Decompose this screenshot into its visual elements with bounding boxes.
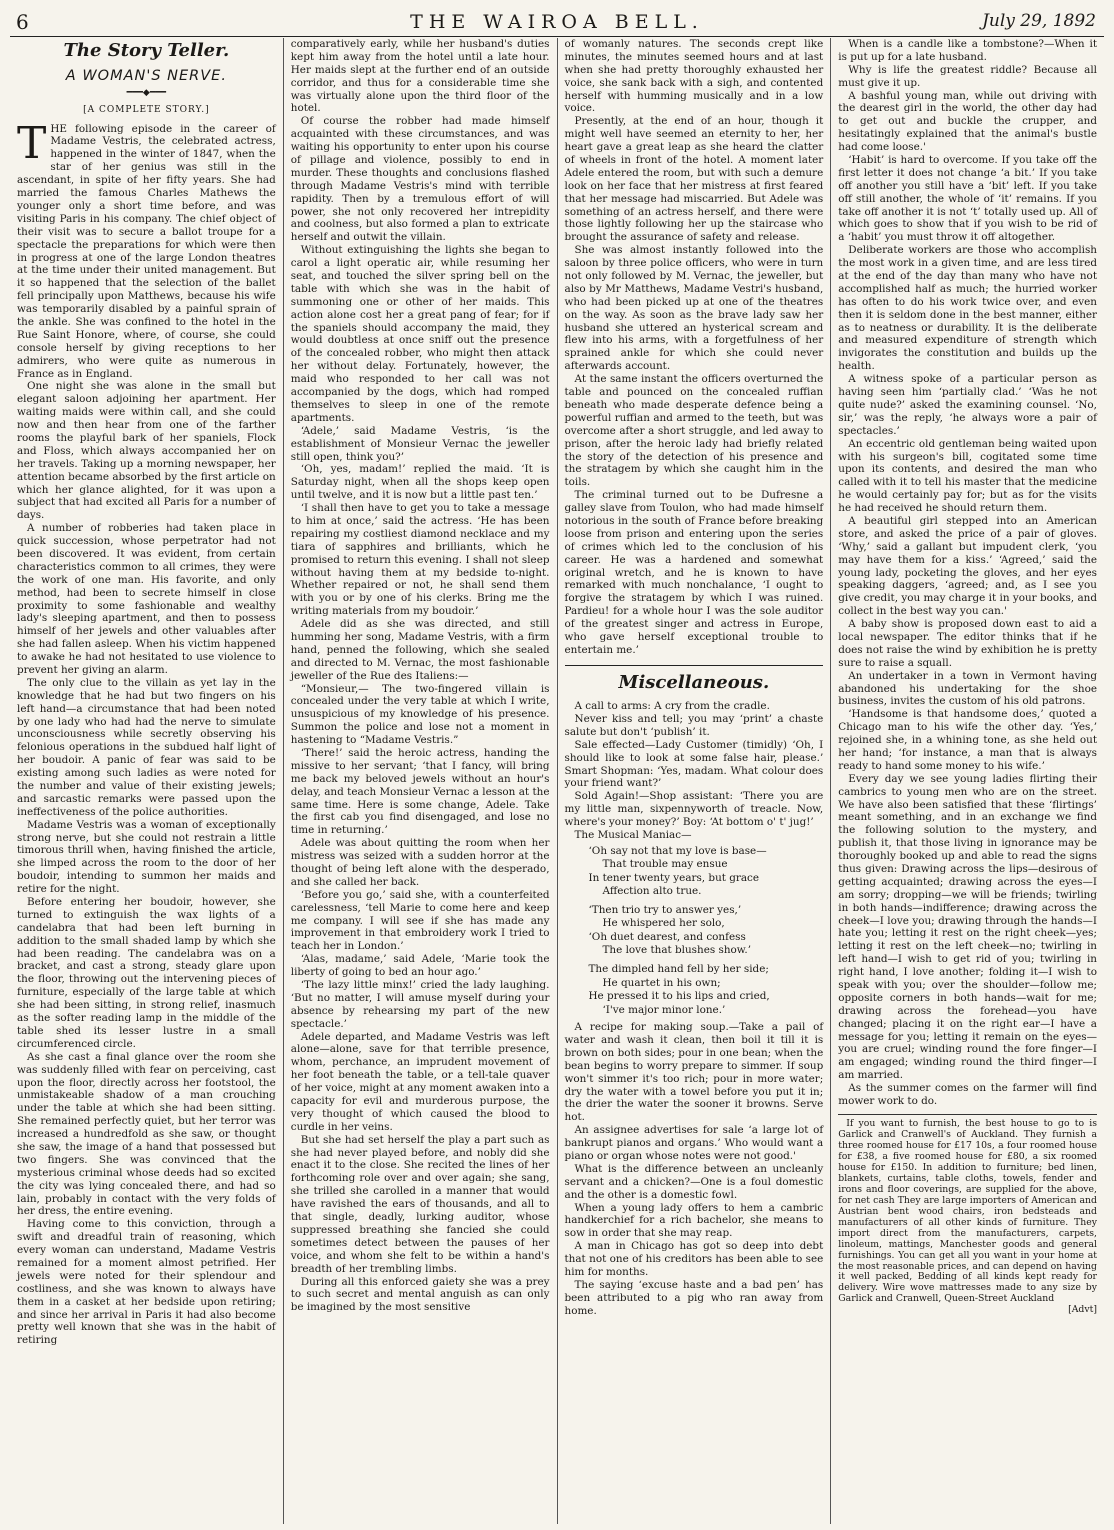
misc-item: Never kiss and tell; you may ‘print’ a chaste salute but don't ‘publish’ it. — [564, 712, 824, 738]
story-paragraph: Adele did as she was directed, and still humming her song, Madame Vestris, with a firm hand, penned the following, which she sealed and directed to M. Vernac, the most fashionable jeweller of the Rue des Italiens:— — [290, 618, 550, 682]
column-4 — [830, 38, 1104, 1524]
misc-item: An undertaker in a town in Vermont having abandoned his undertaking for the shoe business, invites the custom of his old patrons. — [838, 669, 1097, 708]
poem-line: The dimpled hand fell by her side; — [588, 962, 769, 975]
story-paragraph: Adele departed, and Madame Vestris was left alone—alone, save for that terrible presence, whom, perchance, an imprudent movement of her foot beneath the table, or a tell-tale quaver of her voice, might at any moment awaken into a capacity for evil and murderous purpose, the very thought of which caused the blood to curdle in her veins. — [290, 1030, 550, 1133]
misc-item: A man in Chicago has got so deep into debt that not one of his creditors has been able to see him for months. — [564, 1240, 824, 1278]
story-paragraph: Without extinguishing the lights she began to carol a light operatic air, while resuming her seat, and touched the silver spring bell on the table with which she was in the habit of summoning one or other of her maids. This action alone cost her a great pang of fear; for if the spaniels should accompany the maid, they would doubtless at once sniff out the presence of the concealed robber, who might then attack her without delay. Fortunately, however, the maid who responded to her call was not accompanied by the dogs, which had romped themselves to sleep in one of the remote apartments. — [290, 244, 550, 424]
story-paragraph: The criminal turned out to be Dufresne a galley slave from Toulon, who had made himself notorious in the south of France before breaking loose from prison and entering upon the series of crimes which led to the conclusion of his career. He was a hardened and somewhat original wretch, and he is known to have remarked with much nonchalance, ‘I ought to forgive the stratagem by which I was ruined. Pardieu! for a whole hour I was the sole auditor of the greatest singer and actress in Europe, who gave herself exceptional trouble to entertain me.’ — [564, 489, 824, 656]
misc-item: As the summer comes on the farmer will find mower work to do. — [838, 1082, 1097, 1108]
story-paragraph: ‘Alas, madame,’ said Adele, ‘Marie took the liberty of going to bed an hour ago.’ — [290, 953, 550, 979]
ornament-divider: ━━━◆━━━ — [126, 88, 167, 99]
misc-item: When is a candle like a tombstone?—When it is put up for a late husband. — [838, 38, 1097, 63]
misc-item: The saying ‘excuse haste and a bad pen’ has been attributed to a pig who ran away from home. — [564, 1278, 824, 1317]
story-paragraph: The only clue to the villain as yet lay in the knowledge that he had but two fingers on his left hand—a circumstance that had been noted by one lady who had had the nerve to simulate unconsciousness while secretly observing his felonious operations in the subdued half light of her boudoir. A panic of fear was said to be existing among such ladies as were noted for the number and value of their existing jewels; and sarcastic remarks were passed upon the ineffectiveness of the police authorities. — [17, 676, 276, 818]
misc-item: A call to arms: A cry from the cradle. — [574, 700, 770, 713]
issue-date: July 29, 1892 — [982, 11, 1096, 31]
story-paragraph: ‘Before you go,’ said she, with a counterfeited carelessness, ‘tell Marie to come here and keep me company. I will see if she has made any improvement in that embroidery work I tried to teach her in London.’ — [290, 888, 550, 953]
story-paragraph: ‘There!’ said the heroic actress, handing the missive to her servant; ‘that I fancy, will bring me back my beloved jewels without an hour's delay, and teach Monsieur Vernac a lesson at the same time. Here is some change, Adele. Take the first cab you find disengaged, and lose no time in returning.’ — [290, 746, 550, 837]
misc-item: Sold Again!—Shop assistant: ‘There you are my little man, sixpennyworth of treacle. Now, where's your money?’ Boy: ‘At bottom o' t' jug!’ — [564, 790, 824, 829]
misc-item: A witness spoke of a particular person as having seen him ‘partially clad.’ ‘Was he not quite nude?’ asked the examining counsel. ‘No, sir,’ was the reply, ‘he always wore a pair of spectacles.’ — [838, 373, 1097, 437]
columns — [10, 38, 1104, 1524]
page-number: 6 — [16, 10, 29, 34]
story-paragraph: Presently, at the end of an hour, though it might well have seemed an eternity to her, her heart gave a great leap as she heard the clatter of wheels in front of the hotel. A moment later Adele entered the room, but with such a demure look on her face that her mistress at first feared that her message had miscarried. But Adele was something of an actress herself, and there were those lightly following her up the staircase who brought the assurance of safety and release. — [564, 115, 824, 244]
story-paragraph: Of course the robber had made himself acquainted with these circumstances, and was waiting his opportunity to enter upon his course of pillage and violence, possibly to end in murder. These thoughts and conclusions flashed through Madame Vestris's mind with terrible rapidity. Then by a tremulous effort of will power, she not only recovered her intrepidity and coolness, but also formed a plan to extricate herself and outwit the villain. — [290, 115, 550, 244]
section-heading-miscellaneous: Miscellaneous. — [618, 671, 770, 693]
story-paragraph: ‘Oh, yes, madam!’ replied the maid. ‘It is Saturday night, when all the shops keep open until twelve, and it is now but a little past ten.’ — [290, 463, 550, 502]
story-paragraph: comparatively early, while her husband's duties kept him away from the hotel until a late hour. Her maids slept at the further end of an outside corridor, and thus for a considerable time she was virtually alone upon the third floor of the hotel. — [290, 38, 550, 115]
story-paragraph: At the same instant the officers overturned the table and pounced on the concealed ruffian beneath who made desperate defence being a powerful ruffian and armed to the teeth, but was overcome after a short struggle, and led away to prison, after the heroic lady had briefly related the story of the detection of his presence and the stratagem by which she caught him in the toils. — [564, 373, 824, 489]
story-paragraph: But she had set herself the play a part such as she had never played before, and nobly did she enact it to the close. She recited the lines of her forthcoming role over and over again; she sang, she trilled she carolled in a manner that would have ravished the ears of thousands, and all to that single, deadly, lurking auditor, whose suppressed breathing she fancied she could sometimes detect between the pauses of her voice, and whom she felt to be within a hand's breadth of her trembling limbs. — [290, 1133, 550, 1275]
section-rule — [565, 665, 824, 666]
misc-item: A baby show is proposed down east to aid a local newspaper. The editor thinks that if he does not raise the wind by exhibition he is pretty sure to raise a squall. — [838, 618, 1097, 669]
story-paragraph: ‘I shall then have to get you to take a message to him at once,’ said the actress. ‘He has been repairing my costliest diamond necklace and my tiara of sapphires and brilliants, which he promised to return this evening. I shall not sleep without having them at my bedside to-night. Whether repaired or not, he shall send them with you or by one of his clerks. Bring me the writing materials from my boudoir.’ — [290, 502, 550, 618]
poem — [589, 845, 824, 1017]
story-paragraph: “Monsieur,— The two-fingered villain is concealed under the very table at which I write, unsuspicious of my knowledge of his presence. Summon the police and lose not a moment in hastening to “Madame Vestris.” — [290, 682, 550, 747]
poem-line: That trouble may ensue — [602, 858, 728, 871]
misc-item: An assignee advertises for sale ‘a large lot of bankrupt pianos and organs.’ Who would want a piano or organ whose notes were not good.' — [564, 1124, 824, 1162]
story-paragraph: During all this enforced gaiety she was a prey to such secret and mental anguish as can only be imagined by the most sensitive — [290, 1275, 550, 1314]
story-paragraph: She was almost instantly followed into the saloon by three police officers, who were in turn not only followed by M. Vernac, the jeweller, but also by Mr Matthews, Madame Vestri's husband, who had been picked up at one of the theatres on the way. As soon as the brave lady saw her husband she uttered an hysterical scream and flew into his arms, with a forgetfulness of her sprained ankle for which she could never afterwards account. — [564, 244, 824, 373]
newspaper-title: THE WAIROA BELL. — [410, 11, 704, 33]
misc-item: A bashful young man, while out driving with the dearest girl in the world, the other day had to get out and buckle the crupper, and hesitatingly explained that the animal's bustle had come loose.' — [838, 89, 1097, 154]
story-paragraph: THE following episode in the career of Madame Vestris, the celebrated actress, happened in the winter of 1847, when the star of her genius was still in the ascendant, in spite of her fifty years. She had married the famous Charles Mathews the younger only a short time before, and was visiting Paris in his company. The chief object of their visit was to secure a ballot troupe for a spectacle the preparations for which were then in progress at one of the large London theatres at the time under their united management. But it so happened that the selection of the ballet fell principally upon Matthews, because his wife was temporarily disabled by a painful sprain of the ankle. She was confined to the hotel in the Rue Saint Honore, where, of course, she could console herself by giving receptions to her admirers, who were quite as numerous in France as in England. — [17, 117, 276, 380]
misc-item: Every day we see young ladies flirting their cambrics to young men who are on the street. We have also been satisfied that these ‘flirtings’ meant something, and in an exchange we find the following solution to the mystery, and publish it, that those living in ignorance may be thoroughly booked up and able to read the signs thus given: Drawing across the lips—desirous of getting acquainted; drawing across the eyes—I am sorry; dropping—we will be friends; twirling in both hands—indifference; drawing across the cheek—I love you; drawing through the hands—I hate you; letting it rest on the right cheek—yes; letting it rest on the left cheek—no; twirling in left hand—I wish to get rid of you; twirling in right hand, I love another; folding it—I wish to speak with you; over the shoulder—follow me; opposite corners in both hands—wait for me; drawing across the forehead—you have changed; placing it on the right ear—I have a message for you; letting it remain on the eyes—you are cruel; winding round the fore finger—I am engaged; winding round the third finger—I am married. — [838, 772, 1097, 1082]
poem-line: He whispered her solo, — [602, 917, 725, 930]
poem-line: Affection alto true. — [602, 885, 702, 898]
poem-line: He pressed it to his lips and cried, — [588, 990, 770, 1003]
story-paragraph: Adele was about quitting the room when her mistress was seized with a sudden horror at the thought of being left alone with the desperado, and she called her back. — [290, 837, 550, 888]
poem-line: ‘Oh say not that my love is base— — [588, 844, 767, 857]
poem-line: ‘Oh duet dearest, and confess — [588, 930, 746, 943]
misc-item: The Musical Maniac— — [574, 828, 692, 841]
poem-line: ‘I've major minor lone.’ — [602, 1003, 726, 1016]
story-kicker: [A COMPLETE STORY.] — [83, 105, 210, 116]
misc-item: What is the difference between an uncleanly servant and a chicken?—One is a foul domestic and the other is a domestic fowl. — [564, 1162, 824, 1201]
misc-item: ‘Handsome is that handsome does,’ quoted a Chicago man to his wife the other day. ‘Yes,’ rejoined she, in a whining tone, as she held out her hand; ‘for instance, a man that is always ready to hand some money to his wife.’ — [838, 708, 1097, 772]
drop-cap: T — [17, 117, 47, 169]
story-paragraph: Before entering her boudoir, however, she turned to extinguish the wax lights of a candelabra that had been left burning in addition to the small shaded lamp by which she had been reading. The candelabra was on a bracket, and cast a strong, steady glare upon the floor, throwing out the intervening pieces of furniture, especially of the large table at which she had been sitting, in strong relief, inasmuch as the softer reading lamp in the middle of the table shed its lesser lustre in a small circumferenced circle. — [17, 896, 276, 1050]
column-2 — [283, 38, 557, 1524]
story-paragraph: One night she was alone in the small but elegant saloon adjoining her apartment. Her waiting maids were within call, and she could now and then hear from one of the farther rooms the playful bark of her spaniels, Flock and Floss, which always accompanied her on her travels. Taking up a morning newspaper, her attention became absorbed by the first article on which her glance alighted, for it was upon a subject that had excited all Paris for a number of days. — [17, 380, 276, 522]
story-paragraph: A number of robberies had taken place in quick succession, whose perpetrator had not been discovered. It was evident, from certain characteristics common to all crimes, they were the work of one man. His favorite, and only method, had been to secrete himself in close proximity to some fashionable and wealthy lady's sleeping apartment, and then to possess himself of her jewels and other valuables after she had fallen asleep. When his victim happened to awake he had not hesitated to use violence to prevent her giving an alarm. — [17, 522, 276, 676]
misc-item: A recipe for making soup.—Take a pail of water and wash it clean, then boil it till it is brown on both sides; pour in one bean; when the bean begins to worry prepare to simmer. If soup won't simmer it's too rich; pour in more water; dry the water with a towel before you put it in; the drier the water the sooner it browns. Serve hot. — [564, 1021, 824, 1124]
story-paragraph: of womanly natures. The seconds crept like minutes, the minutes seemed hours and at last when she had pretty thoroughly exhausted her voice, she sank back with a sigh, and contented herself with humming musically and in a low voice. — [564, 38, 824, 115]
misc-item: Sale effected—Lady Customer (timidly) ‘Oh, I should like to look at some false hair, please.’ Smart Shopman: ‘Yes, madam. What colour does your friend want?’ — [564, 738, 824, 790]
story-paragraph: Having come to this conviction, through a swift and dreadful train of reasoning, which every woman can understand, Madame Vestris remained for a moment almost petrified. Her jewels were noted for their splendour and costliness, and she was known to always have them in a casket at her bedside upon retiring; and since her arrival in Paris it had also become pretty well known that she was in the habit of retiring — [17, 1218, 276, 1347]
story-paragraph: ‘Adele,’ said Madame Vestris, ‘is the establishment of Monsieur Vernac the jeweller still open, think you?’ — [290, 424, 550, 463]
poem-line: The love that blushes show.’ — [602, 944, 752, 957]
misc-item: An eccentric old gentleman being waited upon with his surgeon's bill, cogitated some time upon its contents, and desired the man who called with it to tell his master that the medicine he would certainly pay for; but as for the visits he had received he should return them. — [838, 437, 1097, 515]
misc-item: A beautiful girl stepped into an American store, and asked the price of a pair of gloves. ‘Why,’ said a gallant but impudent clerk, ‘you may have them for a kiss.’ ‘Agreed,’ said the young lady, pocketing the gloves, and her eyes speaking daggers, ‘agreed; and, as I see you give credit, you may charge it in your books, and collect in the best way you can.' — [838, 514, 1097, 618]
section-heading-story-teller: The Story Teller. — [63, 40, 230, 61]
story-title: A WOMAN'S NERVE. — [65, 68, 227, 85]
advertisement-signature: [Advt] — [1068, 1304, 1097, 1316]
misc-item: When a young lady offers to hem a cambric handkerchief for a rich bachelor, she means to sow in order that she may reap. — [564, 1201, 824, 1240]
story-paragraph: Madame Vestris was a woman of exceptionally strong nerve, but she could not restrain a little timorous thrill when, having finished the article, she limped across the room to the door of her boudoir, intending to summon her maids and retire for the night. — [17, 818, 276, 896]
misc-item: ‘Habit’ is hard to overcome. If you take off the first letter it does not change ‘a bit.’ If you take off another you still have a ‘bit’ left. If you take off still another, the whole of ‘it’ remains. If you take off another it is not ‘t’ totally used up. All of which goes to show that if you wish to be rid of a ‘habit’ you must throw it off altogether. — [838, 154, 1097, 244]
poem-line: He quartet in his own; — [602, 976, 721, 989]
column-3 — [557, 38, 831, 1524]
misc-item: Deliberate workers are those who accomplish the most work in a given time, and are less tired at the end of the day than many who have not accomplished half as much; the hurried worker has often to do his work twice over, and even then it is seldom done in the best manner, either as to neatness or durability. It is the deliberate and measured expenditure of strength which invigorates the constitution and builds up the health. — [838, 244, 1097, 373]
advertisement — [838, 1114, 1097, 1316]
masthead — [10, 6, 1104, 37]
advertisement-text: If you want to furnish, the best house to go to is Garlick and Cranwell's of Auckland. They furnish a three roomed house for £17 10s, a four roomed house for £38, a five roomed house for £80, a six roomed house for £150. In addition to furniture; bed linen, blankets, curtains, table cloths, towels, fender and irons and floor coverings, are supplied for the above, for net cash They are large importers of American and Austrian bent wood chairs, iron bedsteads and manufacturers of all other kinds of furniture. They import direct from the manufacturers, carpets, linoleum, mattings, Manchester goods and general furnishings. You can get all you want in your home at the most reasonable prices, and can depend on having it well packed, Bedding of all kinds kept ready for delivery. Wire wove mattresses made to any size by Garlick and Cranwell, Queen-Street Auckland — [838, 1117, 1097, 1305]
story-paragraph: ‘The lazy little minx!’ cried the lady laughing. ‘But no matter, I will amuse myself during your absence by rehearsing my part of the new spectacle.’ — [290, 979, 550, 1030]
poem-line: In tener twenty years, but grace — [588, 871, 760, 884]
poem-line: ‘Then trio try to answer yes,’ — [588, 903, 742, 916]
column-1 — [10, 38, 283, 1524]
story-paragraph: As she cast a final glance over the room she was suddenly filled with fear on perceiving, cast upon the floor, directly across her footstool, the unmistakeable shadow of a man crouching under the table at which she had been sitting. She remained perfectly quiet, but her terror was increased a hundredfold as she saw, or thought she saw, the image of a hand that possessed but two fingers. She was convinced that the mysterious criminal whose deeds had so excited the city was lying concealed there, and had so lain, probably in contact with the very folds of her dress, the entire evening. — [17, 1050, 276, 1218]
misc-item: Why is life the greatest riddle? Because all must give it up. — [838, 63, 1097, 89]
